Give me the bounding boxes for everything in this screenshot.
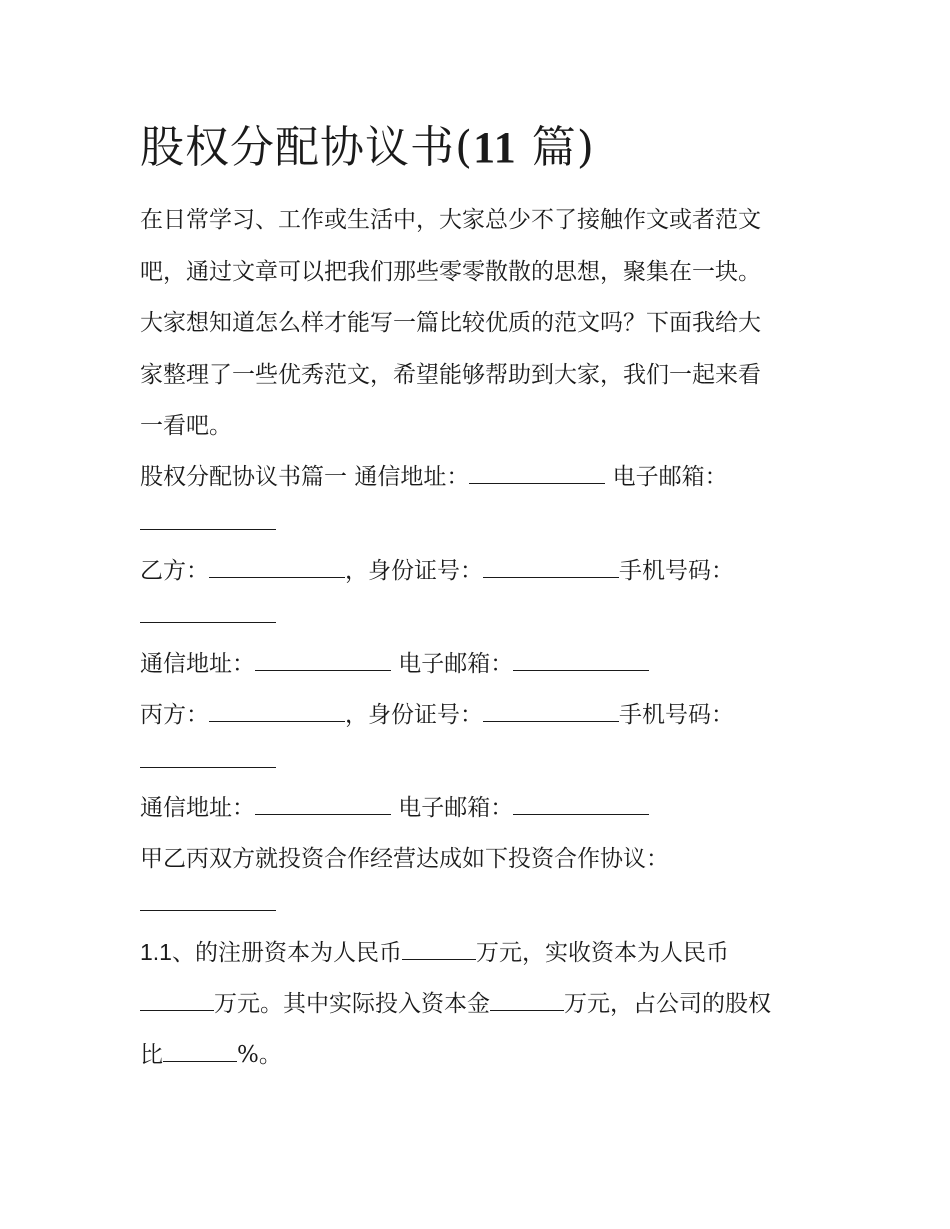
section1-email-blank [140, 507, 276, 530]
section1-email-line [140, 507, 276, 539]
party-c-name-blank [209, 699, 345, 722]
clause-1-1-line-2 [140, 988, 771, 1020]
intro-line-5: 一看吧。 [140, 413, 232, 439]
equity-ratio-blank [163, 1039, 237, 1062]
party-b-contact-line [140, 648, 649, 680]
title-number: 11 [473, 123, 517, 172]
intro-line-1: 在日常学习、工作或生活中，大家总少不了接触作文或者范文 [140, 207, 761, 233]
party-b-name-blank [209, 555, 345, 578]
title-prefix: 股权分配协议书( [140, 122, 474, 173]
section1-email-label: 电子邮箱： [605, 464, 728, 490]
party-c-id-blank [483, 699, 619, 722]
clause-text-f: %。 [237, 1042, 282, 1068]
party-b-id-label: ，身份证号： [345, 558, 483, 584]
party-b-email-blank [513, 648, 649, 671]
party-c-phone-blank [140, 745, 276, 768]
party-b-address-label: 通信地址： [140, 651, 255, 677]
clause-number: 1.1 [140, 939, 172, 965]
party-b-phone-blank [140, 600, 276, 623]
intro-line-2: 吧，通过文章可以把我们那些零零散散的思想，聚集在一块。 [140, 259, 761, 285]
party-c-phone-label: 手机号码： [619, 702, 734, 728]
party-c-contact-line [140, 792, 649, 824]
party-c-phone-line [140, 745, 276, 777]
intro-line-4: 家整理了一些优秀范文，希望能够帮助到大家，我们一起来看 [140, 362, 761, 388]
party-b-line [140, 555, 734, 587]
clause-text-e: 比 [140, 1042, 163, 1068]
party-c-label: 丙方： [140, 702, 209, 728]
clause-text-b: 万元，实收资本为人民币 [475, 940, 729, 966]
agreement-blank [140, 888, 276, 911]
agreement-blank-line [140, 888, 276, 920]
invested-capital-blank [490, 988, 564, 1011]
party-c-address-blank [255, 792, 391, 815]
section1-address-blank [469, 461, 605, 484]
party-c-id-label: ，身份证号： [345, 702, 483, 728]
paid-capital-blank [140, 988, 214, 1011]
clause-text-d: 万元，占公司的股权 [564, 991, 771, 1017]
party-c-email-blank [513, 792, 649, 815]
section1-address-label: 通信地址： [354, 464, 470, 490]
clause-1-1-line-3 [140, 1039, 282, 1071]
party-b-phone-label: 手机号码： [619, 558, 734, 584]
section1-heading: 股权分配协议书篇一 [140, 464, 355, 490]
clause-text-c: 万元。其中实际投入资本金 [214, 991, 490, 1017]
clause-1-1-line-1 [140, 936, 729, 969]
party-c-line [140, 699, 734, 731]
party-c-email-label: 电子邮箱： [391, 795, 514, 821]
party-b-email-label: 电子邮箱： [391, 651, 514, 677]
title-suffix: 篇) [516, 122, 595, 173]
party-b-label: 乙方： [140, 558, 209, 584]
registered-capital-blank [402, 937, 476, 960]
document-title [140, 118, 595, 178]
section1-contact-line [140, 461, 728, 493]
party-b-id-blank [483, 555, 619, 578]
party-c-address-label: 通信地址： [140, 795, 255, 821]
intro-line-3: 大家想知道怎么样才能写一篇比较优质的范文吗？下面我给大 [140, 310, 761, 336]
party-b-address-blank [255, 648, 391, 671]
clause-text-a: 、的注册资本为人民币 [171, 940, 402, 966]
agreement-intro: 甲乙丙双方就投资合作经营达成如下投资合作协议： [140, 846, 669, 872]
party-b-phone-line [140, 600, 276, 632]
